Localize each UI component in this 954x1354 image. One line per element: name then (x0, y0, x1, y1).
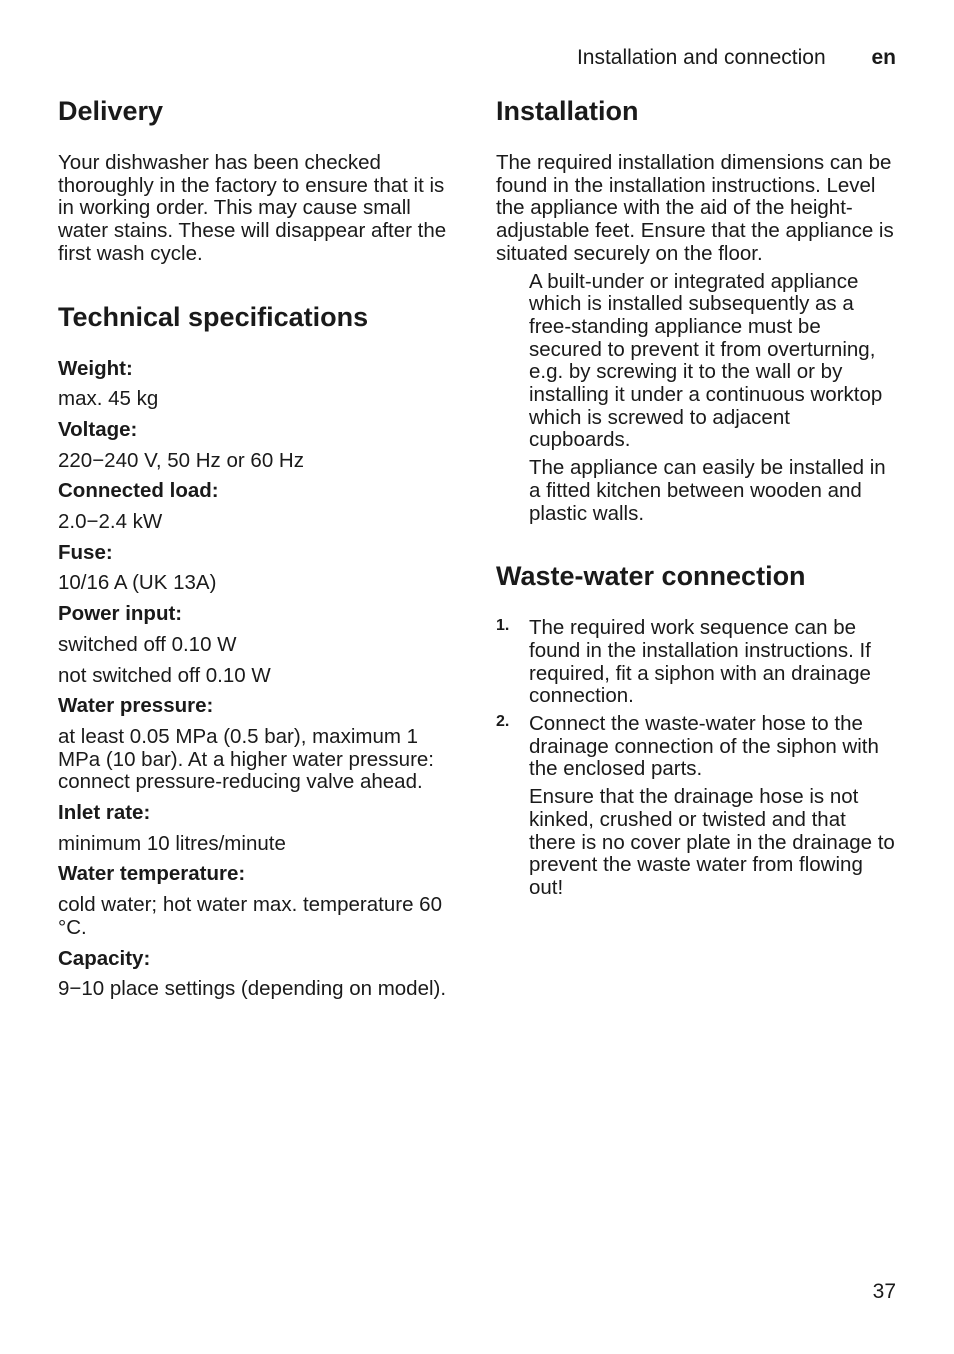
fuse-label: Fuse: (58, 540, 113, 564)
connected-load-value: 2.0−2.4 kW (58, 510, 163, 534)
header-language-code: en (871, 46, 896, 69)
water-temperature-label: Water temperature: (58, 862, 246, 886)
step-text: Connect the waste-water hose to the drainage connection of the siphon with the enclosed parts. (529, 712, 879, 781)
step-number: 2. (496, 713, 510, 731)
page-number: 37 (872, 1280, 896, 1303)
installation-note-secure: A built-under or integrated appliance which is installed subsequently as a free-standing appliance must be secured to prevent it from overturning, e.g. by screwing it to the wall or by installing it under a continuous worktop which is screwed to adjacent cupboards. (529, 269, 883, 452)
weight-value: max. 45 kg (58, 387, 159, 411)
tech-specs-heading: Technical specifications (58, 301, 369, 332)
installation-heading: Installation (496, 96, 639, 126)
inlet-rate-value: minimum 10 litres/minute (58, 831, 286, 855)
inlet-rate-label: Inlet rate: (58, 801, 151, 825)
power-input-value-on: not switched off 0.10 W (58, 663, 271, 687)
waste-step-2 (496, 713, 896, 781)
right-column (496, 94, 896, 900)
voltage-value: 220−240 V, 50 Hz or 60 Hz (58, 448, 304, 472)
weight-label: Weight: (58, 356, 133, 380)
voltage-label: Voltage: (58, 417, 138, 441)
water-pressure-label: Water pressure: (58, 694, 214, 718)
power-input-value-off: switched off 0.10 W (58, 632, 237, 656)
connected-load-label: Connected load: (58, 479, 219, 503)
water-pressure-value: at least 0.05 MPa (0.5 bar), maximum 1 MPa (10 bar). At a higher water pressure: connect pressure-reducing valve ahead. (58, 724, 435, 794)
step-number: 1. (496, 617, 510, 635)
page-header (577, 44, 896, 72)
header-section-title: Installation and connection (576, 46, 826, 69)
installation-note-fitted-kitchen: The appliance can easily be installed in a fitted kitchen between wooden and plastic walls. (529, 456, 886, 525)
delivery-heading: Delivery (58, 96, 164, 126)
waste-water-heading: Waste-water connection (496, 561, 806, 592)
delivery-text: Your dishwasher has been checked thoroughly in the factory to ensure that it is in working order. This may cause small water stains. These will disappear after the first wash cycle. (58, 151, 447, 265)
step-text: The required work sequence can be found in the installation instructions. If required, fit a siphon with an drainage connection. (529, 616, 871, 708)
installation-text: The required installation dimensions can be found in the installation instructions. Level the appliance with the aid of the height-adjustable feet. Ensure that the appliance is situated securely on the floor. (496, 151, 894, 265)
water-temperature-value: cold water; hot water max. temperature 60 °C. (58, 893, 442, 939)
capacity-value: 9−10 place settings (depending on model). (58, 977, 447, 1001)
capacity-label: Capacity: (58, 946, 151, 970)
power-input-label: Power input: (58, 602, 183, 626)
waste-step-1 (496, 617, 896, 708)
waste-step-2-note: Ensure that the drainage hose is not kinked, crushed or twisted and that there is no cover plate in the drainage to prevent the waste water from flowing out! (529, 785, 895, 899)
fuse-value: 10/16 A (UK 13A) (58, 571, 217, 595)
left-column (58, 94, 458, 1001)
